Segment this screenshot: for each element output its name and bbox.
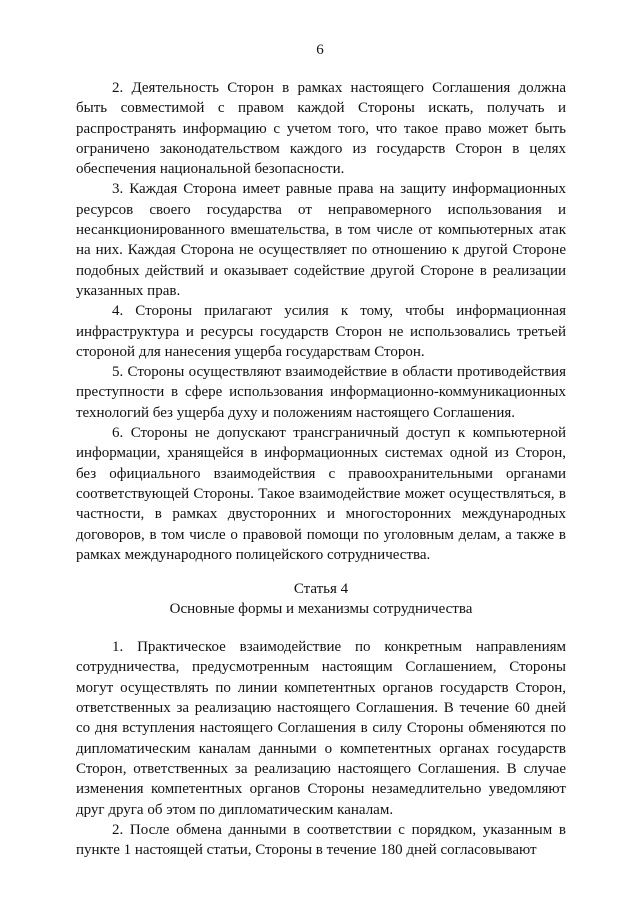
paragraph: 5. Стороны осуществляют взаимодействие в области противодействия преступности в сфере использования информационно-коммуникационных технологий без ущерба духу и положениям настоящего Соглашения.	[76, 364, 566, 421]
paragraph: 2. Деятельность Сторон в рамках настоящего Соглашения должна быть совместимой с правом каждой Стороны искать, получать и распространять информацию с учетом того, что такое право может быть ограничено законодательством каждого из государств Сторон в целях обеспечения национальной безопасности.	[76, 80, 566, 178]
article-title: Основные формы и механизмы сотрудничества	[169, 601, 473, 618]
paragraph: 1. Практическое взаимодействие по конкретным направлениям сотрудничества, предусмотренным настоящим Соглашением, Стороны могут осуществлять по линии компетентных органов государств Сторон, ответственных за реализацию настоящего Соглашения. В течение 60 дней со дня вступления настоящего Соглашения в силу Стороны обменяются по дипломатическим каналам данными о компетентных органах государств Сторон, ответственных за реализацию настоящего Соглашения. В случае изменения компетентных органов Стороны незамедлительно уведомляют друг друга об этом по дипломатическим каналам.	[76, 639, 566, 818]
heading-spacer	[76, 619, 566, 637]
page-number: 6	[316, 42, 324, 58]
article-4-body	[76, 637, 566, 860]
article-number: Статья 4	[293, 581, 349, 598]
paragraph: 4. Стороны прилагают усилия к тому, чтобы информационная инфраструктура и ресурсы государств Сторон не использовались третьей стороной для нанесения ущерба государствам Сторон.	[76, 303, 566, 360]
paragraph: 2. После обмена данными в соответствии с порядком, указанным в пункте 1 настоящей статьи, Стороны в течение 180 дней согласовывают	[76, 821, 566, 859]
article-3-continuation	[76, 78, 566, 565]
paragraph: 3. Каждая Сторона имеет равные права на защиту информационных ресурсов своего государства от неправомерного использования и несанкционированного вмешательства, в том числе от компьютерных атак на них. Каждая Сторона не осуществляет по отношению к другой Стороне подобных действий и оказывает содействие другой Стороне в реализации указанных прав.	[76, 181, 566, 299]
document-body	[76, 78, 566, 860]
paragraph: 6. Стороны не допускают трансграничный доступ к компьютерной информации, хранящейся в информационных системах одной из Сторон, без официального взаимодействия с правоохранительными органами соответствующей Стороны. Такое взаимодействие может осуществляться, в частности, в рамках двусторонних и многосторонних международных договоров, в том числе о правовой помощи по уголовным делам, а также в рамках международного полицейского сотрудничества.	[76, 425, 566, 563]
